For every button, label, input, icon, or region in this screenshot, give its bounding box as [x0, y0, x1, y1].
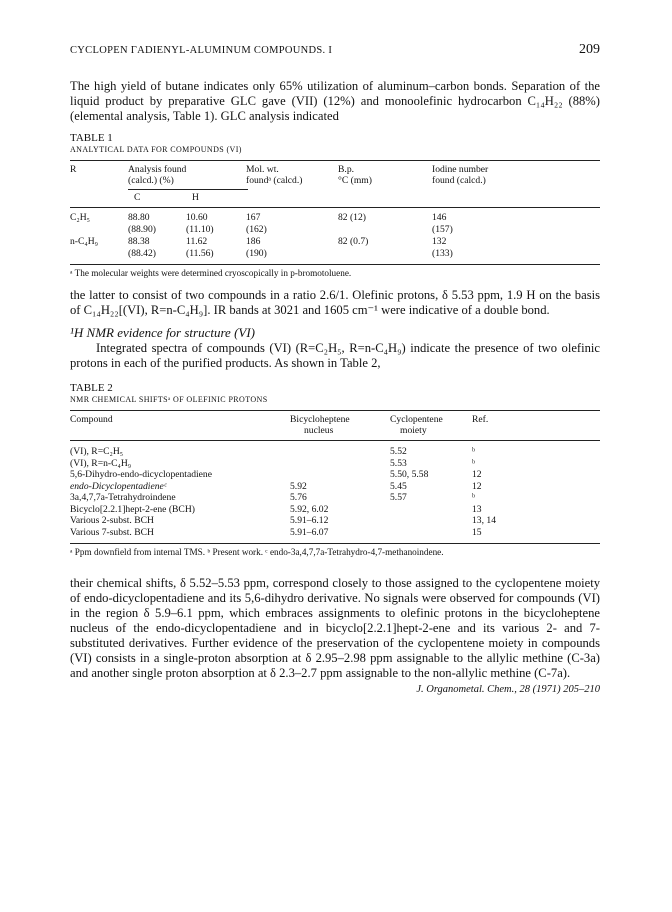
- col-bicyclo-line2: nucleus: [304, 425, 334, 436]
- col-bp-line1: B.p.: [338, 164, 355, 175]
- col-iodine-line1: Iodine number: [432, 164, 489, 175]
- col-cyclo-line2: moiety: [400, 425, 427, 436]
- table-2-label: TABLE 2: [70, 382, 113, 394]
- paragraph-4: their chemical shifts, δ 5.52–5.53 ppm, correspond closely to those assigned to the cyclopentene moiety of endo-dicyclopentadiene and its 5,6-dihydro derivative. No signals were observed for compounds (VI) in the region δ 5.9–6.1 ppm, which embraces assignments to olefinic protons in the bicycloheptene nucleus of the endo-dicyclopentadiene and in bicyclo[2.2.1]hept-2-ene and its various 2- and 7-substituted derivatives. Further evidence of the preservation of the cyclopentene moiety in compounds (VI) consists in a single-proton absorption at δ 2.95–2.98 ppm assignable to the allylic methine (C-3a) and another single proton absorption at δ 2.3–2.7 ppm assignable to the non-allylic methine (C-7a).: [70, 576, 600, 680]
- cell-bicyclo: 5.91–6.07: [290, 526, 329, 538]
- intro-paragraph: The high yield of butane indicates only 65% utilization of aluminum–carbon bonds. Separation of the liquid product by preparative GLC gave (VII) (12%) and monoolefinic hydrocarbon C₁₄H₂₂ (88%) (elemental analysis, Table 1). GLC analysis indicated: [70, 79, 600, 123]
- cell-cyclo: 5.45: [390, 480, 407, 492]
- table-1-header-row: [70, 164, 600, 186]
- cell-bicyclo: 5.92: [290, 480, 307, 492]
- col-molwt-line1: Mol. wt.: [246, 164, 279, 175]
- table-1: [70, 132, 600, 278]
- sub-col-h: H: [192, 192, 199, 203]
- cell-ref: 12: [472, 480, 482, 492]
- cell-mw-calcd: (162): [246, 224, 267, 235]
- table-row: [70, 212, 600, 224]
- table-1-col-iodine: [432, 164, 600, 186]
- cell-iodine-found: 146: [432, 212, 447, 223]
- col-bp-line2: °C (mm): [338, 175, 372, 186]
- cell-bicyclo: 5.92, 6.02: [290, 503, 329, 515]
- table-2-header-row: [70, 414, 600, 436]
- cell-cyclo: 5.52: [390, 446, 407, 457]
- cell-h-found: 11.62: [186, 236, 208, 247]
- table-row: [70, 224, 600, 236]
- cell-bicyclo: 5.91–6.12: [290, 515, 329, 526]
- table-2-bottom-rule: [70, 543, 600, 544]
- cell-c-calcd: (88.90): [128, 224, 156, 235]
- paragraph-2: the latter to consist of two compounds in a ratio 2.6/1. Olefinic protons, δ 5.53 ppm, 1.9 H on the basis of C₁₄H₂₂[(VI), R=n-C₄H₉]. IR bands at 3021 and 1605 cm⁻¹ were indicative of a double bond.: [70, 288, 600, 317]
- table-2-footnote: ᵃ Ppm downfield from internal TMS. ᵇ Present work. ᶜ endo-3a,4,7,7a-Tetrahydro-4,7-methanoindene.: [70, 547, 444, 557]
- page-number: 209: [579, 42, 600, 57]
- analysis-subrule: [128, 189, 248, 190]
- table-1-col-r: R: [70, 164, 77, 175]
- cell-bicyclo: [290, 446, 390, 458]
- col-analysis-line2: (calcd.) (%): [128, 175, 174, 186]
- table-2-col-cyclo: [390, 414, 472, 436]
- cell-ref: 13: [472, 503, 482, 515]
- table-1-bottom-rule: [70, 264, 600, 265]
- table-2-col-bicyclo: [290, 414, 390, 436]
- table-2: [70, 382, 600, 557]
- cell-mw-found: 167: [246, 212, 261, 223]
- cell-cyclo: 5.50, 5.58: [390, 469, 429, 480]
- table-row: [70, 248, 600, 260]
- table-row: [70, 446, 600, 458]
- table-1-col-bp: [338, 164, 432, 186]
- cell-cyclo: [390, 515, 472, 527]
- cell-mw-calcd: (190): [246, 248, 267, 259]
- cell-ref: 13, 14: [472, 515, 496, 526]
- cell-bicyclo: [290, 469, 390, 481]
- cell-iodine-found: 132: [432, 236, 447, 247]
- cell-iodine-calcd: (133): [432, 248, 453, 259]
- cell-iodine-calcd: (157): [432, 224, 453, 235]
- cell-c-found: 88.38: [128, 236, 150, 247]
- table-1-mid-rule: [70, 207, 600, 208]
- section-heading: ¹H NMR evidence for structure (VI): [70, 325, 255, 340]
- table-2-body: [70, 446, 600, 538]
- cell-compound: Bicyclo[2.2.1]hept-2-ene (BCH): [70, 503, 195, 515]
- cell-r: C₂H₅: [70, 212, 91, 223]
- table-row: [70, 504, 600, 516]
- table-2-mid-rule: [70, 440, 600, 441]
- journal-reference: J. Organometal. Chem., 28 (1971) 205–210: [416, 684, 600, 695]
- table-2-top-rule: [70, 410, 600, 411]
- cell-ref: ᵇ: [472, 457, 475, 469]
- col-molwt-line2: foundᵃ (calcd.): [246, 175, 303, 186]
- table-1-col-analysis: [128, 164, 246, 186]
- cell-compound: (VI), R=n-C₄H₉: [70, 457, 132, 469]
- cell-bicyclo: [290, 458, 390, 470]
- running-header: [70, 42, 600, 58]
- cell-ref: ᵇ: [472, 446, 475, 457]
- table-1-caption: ANALYTICAL DATA FOR COMPOUNDS (VI): [70, 145, 242, 154]
- col-iodine-line2: found (calcd.): [432, 175, 486, 186]
- cell-cyclo: [390, 527, 472, 539]
- table-2-caption: NMR CHEMICAL SHIFTSᵃ OF OLEFINIC PROTONS: [70, 395, 268, 404]
- col-analysis-line1: Analysis found: [128, 164, 187, 175]
- cell-cyclo: 5.57: [390, 492, 407, 503]
- table-1-top-rule: [70, 160, 600, 161]
- cell-h-found: 10.60: [186, 212, 208, 223]
- table-row: [70, 469, 600, 481]
- table-row: [70, 515, 600, 527]
- table-row: [70, 481, 600, 493]
- cell-compound: Various 2-subst. BCH: [70, 515, 154, 526]
- cell-mw-found: 186: [246, 236, 261, 247]
- cell-c-found: 88.80: [128, 212, 150, 223]
- sub-col-c: C: [134, 192, 141, 203]
- table-row: [70, 458, 600, 470]
- table-row: [70, 527, 600, 539]
- table-2-col-ref: Ref.: [472, 414, 489, 425]
- table-2-col-compound: Compound: [70, 414, 113, 425]
- table-1-footnote: ᵃ The molecular weights were determined cryoscopically in p-bromotoluene.: [70, 268, 352, 278]
- col-bicyclo-line1: Bicycloheptene: [290, 414, 350, 425]
- cell-bicyclo: 5.76: [290, 492, 307, 503]
- cell-compound: 3a,4,7,7a-Tetrahydroindene: [70, 492, 176, 503]
- table-2-header: [70, 414, 600, 436]
- col-cyclo-line1: Cyclopentene: [390, 414, 443, 425]
- table-1-col-molwt: [246, 164, 338, 186]
- cell-compound: endo-Dicyclopentadieneᶜ: [70, 480, 167, 492]
- journal-page: [70, 42, 600, 695]
- table-row: [70, 236, 600, 248]
- cell-c-calcd: (88.42): [128, 248, 156, 259]
- cell-cyclo: 5.53: [390, 457, 407, 469]
- table-row: [70, 492, 600, 504]
- cell-ref: 12: [472, 469, 482, 480]
- table-1-body: [70, 212, 600, 260]
- cell-h-calcd: (11.10): [186, 224, 214, 235]
- cell-bp: 82 (12): [338, 212, 366, 223]
- cell-r: n-C₄H₉: [70, 236, 99, 247]
- cell-compound: 5,6-Dihydro-endo-dicyclopentadiene: [70, 469, 212, 480]
- table-1-grid: [70, 164, 600, 203]
- cell-ref: 15: [472, 526, 482, 538]
- paragraph-3: Integrated spectra of compounds (VI) (R=C₂H₅, R=n-C₄H₉) indicate the presence of two olefinic protons in each of the purified products. As shown in Table 2,: [70, 341, 600, 370]
- cell-compound: (VI), R=C₂H₅: [70, 446, 124, 457]
- cell-cyclo: [390, 504, 472, 516]
- cell-ref: ᵇ: [472, 492, 475, 503]
- table-1-label: TABLE 1: [70, 132, 113, 144]
- cell-h-calcd: (11.56): [186, 248, 214, 259]
- cell-bp: 82 (0.7): [338, 236, 369, 247]
- running-title: CYCLOPEN ΓADIENYL-ALUMINUM COMPOUNDS. I: [70, 45, 333, 56]
- cell-compound: Various 7-subst. BCH: [70, 526, 154, 538]
